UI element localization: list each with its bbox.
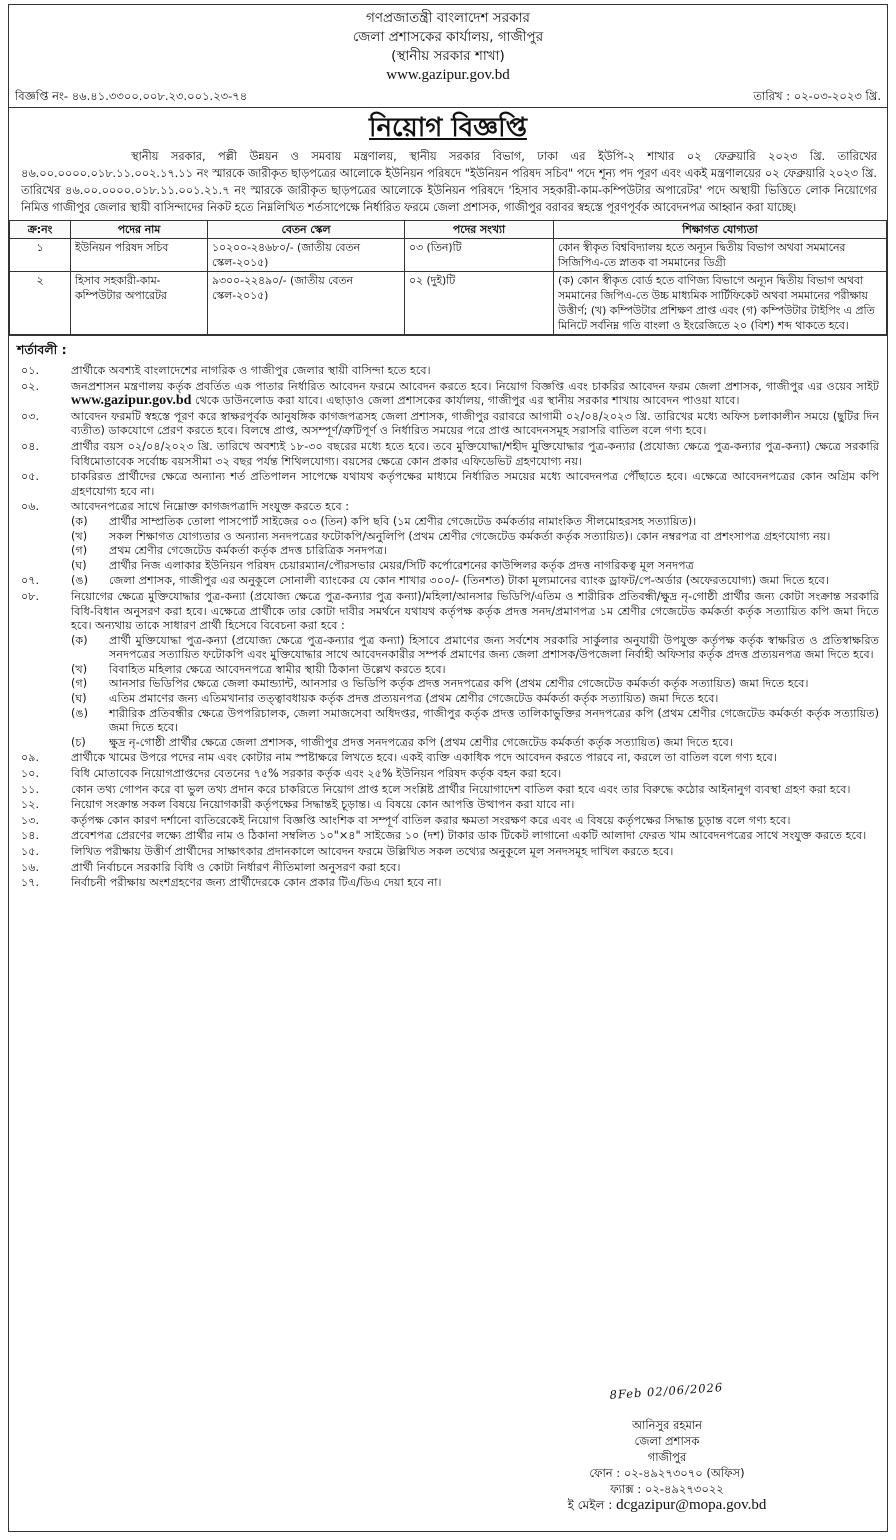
- cell-qualification: (ক) কোন স্বীকৃত বোর্ড হতে বাণিজ্য বিভাগে অন্যূন দ্বিতীয় বিভাগ অথবা সমমানের জিপিএ-তে উচ্চ মাধ্যমিক সার্টিফিকেট অথবা সমমানের পরীক্ষায় উত্তীর্ণ; (খ) কম্পিউটার প্রশিক্ষণ প্রাপ্ত এবং (গ) কম্পিউটার টাইপিং এ প্রতি মিনিটে সর্বনিম্ন গতি বাংলা ও ইংরেজিতে ২০ (বিশ) শব্দ থাকতে হবে।: [554, 272, 887, 335]
- term-text-part: জনপ্রশাসন মন্ত্রণালয় কর্তৃক প্রবর্তিত এক পাতার নির্ধারিত আবেদন ফরমে আবেদন করতে হবে। নিয়োগ বিজ্ঞপ্তি এবং চাকরির আবেদন ফরম জেলা প্রশাসক, গাজীপুর এর ওয়েব সাইট: [71, 379, 879, 393]
- fax-line: ফ্যাক্স : ০২-৪৯২৭৩০২২: [610, 1482, 724, 1496]
- term-text: নিয়োগের ক্ষেত্রে মুক্তিযোদ্ধার পুত্র-কন্যা (প্রযোজ্য ক্ষেত্রে পুত্র-কন্যার পুত্র কন্যা)/মহিলা/আনসার ভিডিপি/এতিম ও শারীরিক প্রতিবন্ধী/ক্ষুদ্র নৃ-গোষ্ঠী প্রার্থীর জন্য কোটা সংক্রান্ত সরকারি বিধি-বিধান অনুসরণ করা হবে। এক্ষেত্রে প্রার্থীকে তার কোটা দাবীর সমর্থনে যথাযথ কর্তৃপক্ষ কর্তৃক প্রদত্ত সনদ/প্রমাণপত্র ১ম শ্রেণীর গেজেটেড কর্মকর্তা কর্তৃক সত্যায়িত কপি জমা দিতে হবে। অন্যথায় তাকে সাধারণ প্রার্থী হিসেবে বিবেচনা করা হবে :: [71, 589, 879, 633]
- terms-list: [9, 364, 887, 891]
- sub-number: (ঙ): [71, 574, 88, 588]
- cell-scale: ১০২০০-২৪৬৮০/- (জাতীয় বেতন স্কেল-২০১৫): [208, 239, 405, 272]
- branch-name: (স্থানীয় সরকার শাখা): [391, 48, 505, 64]
- sub-text: প্রার্থী মুক্তিযোদ্ধা পুত্র-কন্যা (প্রযোজ্য ক্ষেত্রে পুত্র-কন্যার পুত্র কন্যা) হিসাবে প্রমাণের জন্য সর্বশেষ সরকারি সার্কুলার অনুযায়ী উপযুক্ত কর্তৃপক্ষ কর্তৃক স্বাক্ষরিত ও প্রতিস্বাক্ষরিত সনদপত্রের সত্যায়িত ফটোকপি এবং মুক্তিযোদ্ধার সাথে আবেদনকারীর সম্পর্ক প্রমাণের জন্য জেলা প্রশাসক/উপজেলা নির্বাহী অফিসার কর্তৃক প্রদত্ত প্রত্যয়নপত্র জমা দিতে হবে।: [109, 633, 879, 662]
- sub-item: [71, 515, 879, 530]
- memo-row: [9, 85, 887, 108]
- term-text: প্রবেশপত্র প্রেরণের লক্ষ্যে প্রার্থীর নাম ও ঠিকানা সম্বলিত ১০"×৪" সাইজের ১০ (দশ) টাকার ডাক টিকেট লাগানো একটি আলাদা ফেরত খাম আবেদনপত্রের সাথে সংযুক্ত করতে হবে।: [71, 829, 867, 843]
- sub-item: [71, 574, 879, 589]
- sub-number: (ঙ): [71, 706, 88, 720]
- term-item: [21, 410, 879, 439]
- memo-number: বিজ্ঞপ্তি নং- ৪৬.৪১.৩৩০০.০০৮.২৩.০০১.২৩-৭৪: [15, 89, 248, 103]
- terms-heading: শর্তাবলী :: [9, 335, 887, 364]
- sub-text: শারীরিক প্রতিবন্ধীর ক্ষেত্রে উপপরিচালক, জেলা সমাজসেবা অধিদপ্তর, গাজীপুর কর্তৃক প্রদত্ত তালিকাভুক্তির সনদপত্রের কপি (প্রথম শ্রেণীর গেজেটেড কর্মকর্তা কর্তৃক সত্যায়িত) জমা দিতে হবে।: [109, 706, 879, 735]
- cell-scale: ৯৩০০-২২৪৯০/- (জাতীয় বেতন স্কেল-২০১৫): [208, 272, 405, 335]
- col-post: পদের নাম: [71, 221, 208, 239]
- sub-item: [71, 634, 879, 663]
- term-text: আবেদন ফরমটি স্বহস্তে পূরণ করে স্বাক্ষরপূর্বক আনুষঙ্গিক কাগজপত্রসহ জেলা প্রশাসক, গাজীপুর বরাবরে আগামী ০২/০৪/২০২৩ খ্রি. তারিখের মধ্যে অফিস চলাকালীন সময়ে (ছুটির দিন ব্যতীত) ডাকযোগে প্রেরণ করতে হবে। বিলম্বে প্রাপ্ত, অসম্পূর্ণ/ত্রুটিপূর্ণ ও নির্ধারিত সময়ের পরে প্রাপ্ত আবেদনসমূহ সরাসরি বাতিল বলে গণ্য হবে।: [71, 409, 879, 438]
- sub-item: [71, 530, 879, 545]
- term-text-part: থেকে ডাউনলোড করা যাবে। এছাড়াও জেলা প্রশাসকের কার্যালয়, গাজীপুর এর স্থানীয় সরকার শাখায় আবেদন পাওয়া যাবে।: [191, 394, 740, 408]
- term-number: ০৬.: [21, 500, 40, 514]
- sub-number: (চ): [71, 735, 86, 749]
- sub-number: (ঘ): [71, 558, 87, 572]
- cell-serial: ১: [10, 239, 71, 272]
- term-number: ০৯.: [21, 751, 40, 765]
- term-text: [71, 380, 879, 409]
- term-number: ০১.: [21, 364, 40, 377]
- table-row: [10, 239, 887, 272]
- term-number: ০৩.: [21, 409, 40, 423]
- sub-number: (ঘ): [71, 692, 87, 706]
- cell-serial: ২: [10, 272, 71, 335]
- term-number: ১৪.: [21, 829, 40, 843]
- sub-item: [71, 707, 879, 736]
- term-number: ১৫.: [21, 845, 40, 858]
- term-number: ১১.: [21, 782, 40, 796]
- term-number: ১৭.: [21, 876, 40, 890]
- office-header: [9, 5, 887, 85]
- signatory-name: আনিসুর রহমান: [631, 1418, 703, 1432]
- term-item: [21, 380, 879, 409]
- cell-qualification: কোন স্বীকৃত বিশ্ববিদ্যালয় হতে অন্যূন দ্বিতীয় বিভাগ অথবা সমমানের সিজিপিএ-তে স্নাতক বা সমমানের ডিগ্রী: [554, 239, 887, 272]
- sub-text: জেলা প্রশাসক, গাজীপুর এর অনুকূলে সোনালী ব্যাংকের যে কোন শাখার ৩০০/- (তিনশত) টাকা মূল্যমানের ব্যাংক ড্রাফট/পে-অর্ডার (অফেরতযোগ্য) জমা দিতে হবে।: [109, 574, 829, 588]
- sub-item: [71, 736, 879, 751]
- posts-table: [9, 220, 887, 335]
- term-text: কোন তথ্য গোপন করে বা ভুল তথ্য প্রদান করে চাকরিতে নিয়োগ প্রাপ্ত হলে সংশ্লিষ্ট প্রার্থীর নিয়োগাদেশ বাতিল করা হবে এবং তার বিরুদ্ধে কঠোর আইনানুগ ব্যবস্থা গ্রহণ করা হবে।: [71, 782, 851, 796]
- term-item: [21, 500, 879, 573]
- government-name: গণপ্রজাতন্ত্রী বাংলাদেশ সরকার: [366, 10, 530, 26]
- col-count: পদের সংখ্যা: [405, 221, 554, 239]
- term-item: [21, 845, 879, 860]
- notice-page: [8, 4, 888, 1532]
- handwritten-signature: 8Feb 02/06/2026: [609, 1380, 724, 1402]
- sub-text: প্রার্থীর সাম্প্রতিক তোলা পাসপোর্ট সাইজের ০৩ (তিন) কপি ছবি (১ম শ্রেণীর গেজেটেড কর্মকর্তার নামাংকিত সীলমোহরসহ সত্যায়িত)।: [109, 514, 697, 528]
- notice-title: নিয়োগ বিজ্ঞপ্তি: [369, 113, 527, 143]
- sub-item: [71, 692, 879, 707]
- email-line: [507, 1497, 827, 1513]
- sub-item: [71, 544, 879, 559]
- term-item: [21, 814, 879, 829]
- sub-number: (খ): [71, 529, 88, 543]
- col-qualification: শিক্ষাগত যোগ্যতা: [554, 221, 887, 239]
- sub-text: প্রার্থীর নিজ এলাকার ইউনিয়ন পরিষদ চেয়ারম্যান/পৌরসভার মেয়র/সিটি কর্পোরেশনের কাউন্সিলর কর্তৃক প্রদত্ত নাগরিকত্ব মূল সনদপত্র: [109, 558, 694, 572]
- sub-text: ক্ষুদ্র নৃ-গোষ্ঠী প্রার্থীর ক্ষেত্রে জেলা প্রশাসক, গাজীপুর প্রদত্ত সনদপত্রের কপি (প্রথম শ্রেণীর গেজেটেড কর্মকর্তা কর্তৃক সত্যায়িত) জমা দিতে হবে।: [109, 735, 733, 749]
- term-number: ০২.: [21, 379, 40, 393]
- term-text: প্রার্থীকে অবশ্যই বাংলাদেশের নাগরিক ও গাজীপুর জেলার স্থায়ী বাসিন্দা হতে হবে।: [71, 364, 431, 377]
- cell-count: ০৩ (তিন)টি: [405, 239, 554, 272]
- term-item: [21, 574, 879, 589]
- term-number: ১৬.: [21, 860, 40, 874]
- email-link[interactable]: dcgazipur@mopa.gov.bd: [616, 1497, 767, 1513]
- term-item: [21, 876, 879, 891]
- term-text: নিয়োগ সংক্রান্ত সকল বিষয়ে নিয়োগকারী কর্তৃপক্ষের সিদ্ধান্তই চূড়ান্ত। এ বিষয়ে কোন আপত্তি উত্থাপন করা যাবে না।: [71, 798, 575, 812]
- sub-text: আনসার ভিডিপির ক্ষেত্রে জেলা কমান্ড্যান্ট, আনসার ও ভিডিপি কর্তৃক প্রদত্ত সনদপত্রের কপি (প্রথম শ্রেণীর গেজেটেড কর্মকর্তা কর্তৃক সত্যায়িত) জমা দিতে হবে।: [109, 677, 809, 691]
- col-scale: বেতন স্কেল: [208, 221, 405, 239]
- website-link[interactable]: www.gazipur.gov.bd: [386, 67, 510, 83]
- term-text: প্রার্থী নির্বাচনে সরকারি বিধি ও কোটা নির্ধারণ নীতিমালা অনুসরণ করা হবে।: [71, 860, 401, 874]
- term-item: [21, 440, 879, 469]
- phone-line: ফোন : ০২-৪৯২৭৩০৭০ (অফিস): [589, 1466, 745, 1480]
- cell-post: ইউনিয়ন পরিষদ সচিব: [71, 239, 208, 272]
- website-link-inline[interactable]: www.gazipur.gov.bd: [71, 393, 192, 409]
- sub-number: (ক): [71, 514, 88, 528]
- intro-paragraph: স্থানীয় সরকার, পল্লী উন্নয়ন ও সমবায় মন্ত্রণালয়, স্থানীয় সরকার বিভাগ, ঢাকা এর ইউপি-২ শাখার ০২ ফেব্রুয়ারি ২০২৩ খ্রি. তারিখের ৪৬.০০.০০০০.০১৮.১১.০০২.১৭.১১ নং স্মারকে জারীকৃত ছাড়পত্রের আলোকে ইউনিয়ন পরিষদে "ইউনিয়ন পরিষদ সচিব" পদে শূন্য পদ পূরণ এবং একই মন্ত্রণালয়ের ০২ ফেব্রুয়ারি ২০২৩ খ্রি. তারিখের ৪৬.০০.০০০০.০১৮.১১.০০১.২১.৭ নং স্মারকে জারীকৃত ছাড়পত্রের আলোকে ইউনিয়ন পরিষদে 'হিসাব সহকারী-কাম-কম্পিউটার অপারেটর' পদে অস্থায়ী ভিত্তিতে লোক নিয়োগের নিমিত্ত গাজীপুর জেলার স্থায়ী বাসিন্দাদের নিকট হতে নিম্নলিখিত শর্তসাপেক্ষে নির্ধারিত ফরমে জেলা প্রশাসক, গাজীপুর বরাবর স্বহস্তে পূরণপূর্বক আবেদনপত্র আহ্বান করা যাচ্ছে।: [21, 150, 877, 214]
- term-number: ১২.: [21, 798, 40, 812]
- term-item: [21, 590, 879, 751]
- term-item: [21, 798, 879, 813]
- cell-count: ০২ (দুই)টি: [405, 272, 554, 335]
- sub-number: (গ): [71, 544, 88, 558]
- term-number: ০৭.: [21, 574, 40, 588]
- memo-date: তারিখ : ০২-০৩-২০২৩ খ্রি.: [753, 89, 881, 103]
- table-header-row: [10, 221, 887, 239]
- term-number: ০৪.: [21, 439, 40, 453]
- term-number: ১০.: [21, 767, 40, 781]
- sub-item: [71, 677, 879, 692]
- sub-text: সকল শিক্ষাগত যোগ্যতার ও অন্যান্য সনদপত্রের ফটোকপি/অনুলিপি (প্রথম শ্রেণীর গেজেটেড কর্মকর্তা কর্তৃক সত্যায়িত)। কোন নম্বরপত্র বা প্রশংসাপত্র গ্রহণযোগ্য নয়।: [109, 529, 831, 543]
- sub-text: এতিম প্রমাণের জন্য এতিমখানার তত্ত্বাবধায়ক কর্তৃক প্রদত্ত প্রত্যয়নপত্র (প্রথম শ্রেণীর গেজেটেড কর্মকর্তা কর্তৃক সত্যায়িত) জমা দিতে হবে।: [109, 692, 719, 706]
- term-item: [21, 751, 879, 766]
- term-text: প্রার্থীর বয়স ০২/০৪/২০২৩ খ্রি. তারিখে অবশ্যই ১৮-৩০ বছরের মধ্যে হতে হবে। তবে মুক্তিযোদ্ধা/শহীদ মুক্তিযোদ্ধার পুত্র-কন্যার (প্রযোজ্য ক্ষেত্রে পুত্র-কন্যার পুত্র-কন্যা) ক্ষেত্রে সরকারি বিধিমোতাবেক সর্বোচ্চ বয়সসীমা ৩২ বছর পর্যন্ত শিথিলযোগ্য। বয়সের ক্ষেত্রে কোন প্রকার এফিডেভিট গ্রহণযোগ্য নয়।: [71, 439, 879, 468]
- signature-block: [507, 1380, 827, 1513]
- email-label: ই মেইল :: [567, 1498, 617, 1512]
- term-item: [21, 364, 879, 379]
- term-text: লিখিত পরীক্ষায় উত্তীর্ণ প্রার্থীদের সাক্ষাৎকার প্রদানকালে আবেদন ফরমে উল্লিখিত সকল তথ্যের অনুকূলে মূল সনদসমূহ দাখিল করতে হবে।: [71, 845, 674, 858]
- term-text: বিধি মোতাবেক নিয়োগপ্রাপ্তদের বেতনের ৭৫% সরকার কর্তৃক এবং ২৫% ইউনিয়ন পরিষদ কর্তৃক বহন করা হবে।: [71, 767, 562, 781]
- sub-text: প্রথম শ্রেণীর গেজেটেড কর্মকর্তা কর্তৃক প্রদত্ত চারিত্রিক সনদপত্র।: [109, 544, 388, 558]
- term-item: [21, 783, 879, 798]
- office-name: জেলা প্রশাসকের কার্যালয়, গাজীপুর: [352, 29, 544, 45]
- table-row: [10, 272, 887, 335]
- sub-number: (ক): [71, 633, 88, 647]
- term-text: কর্তৃপক্ষ কোন কারণ দর্শানো ব্যতিরেকেই নিয়োগ বিজ্ঞপ্তি আংশিক বা সম্পূর্ণ বাতিল করার ক্ষমতা সংরক্ষণ করে এবং এ বিষয়ে কর্তৃপক্ষের সিদ্ধান্ত চূড়ান্ত বলে গণ্য হবে।: [71, 813, 791, 827]
- term-text: আবেদনপত্রের সাথে নিম্নোক্ত কাগজপত্রাদি সংযুক্ত করতে হবে :: [71, 500, 350, 514]
- term-item: [21, 767, 879, 782]
- sub-text: বিবাহিত মহিলার ক্ষেত্রে আবেদনপত্রে স্বামীর স্থায়ী ঠিকানা উল্লেখ করতে হবে।: [109, 662, 446, 676]
- sub-item: [71, 559, 879, 574]
- signatory-district: গাজীপুর: [647, 1450, 687, 1464]
- sub-number: (খ): [71, 662, 88, 676]
- signatory-designation: জেলা প্রশাসক: [634, 1434, 700, 1448]
- sub-number: (গ): [71, 677, 88, 691]
- col-serial: ক্র:নং: [10, 221, 71, 239]
- cell-post: হিসাব সহকারী-কাম-কম্পিউটার অপারেটর: [71, 272, 208, 335]
- term-number: ১৩.: [21, 813, 40, 827]
- term-text: চাকরিরত প্রার্থীদের ক্ষেত্রে অন্যান্য শর্ত প্রতিপালন সাপেক্ষে যথাযথ কর্তৃপক্ষের মাধ্যমে নির্ধারিত সময়ের মধ্যে আবেদনপত্র পৌঁছাতে হবে। এক্ষেত্রে আবেদনপত্রের কোন অগ্রিম কপি গ্রহণযোগ্য হবে না।: [71, 470, 879, 498]
- term-item: [21, 470, 879, 499]
- term-item: [21, 861, 879, 876]
- term-number: ০৫.: [21, 470, 40, 484]
- term-text: নির্বাচনী পরীক্ষায় অংশগ্রহণের জন্য প্রার্থীদেরকে কোন প্রকার টিএ/ডিএ দেয়া হবে না।: [71, 876, 442, 890]
- sub-item: [71, 663, 879, 678]
- term-item: [21, 829, 879, 844]
- term-text: প্রার্থীকে খামের উপরে পদের নাম এবং কোটার নাম স্পষ্টাক্ষরে লিখতে হবে। একই ব্যক্তি একাধিক পদে আবেদন করতে পারবে না, করলে তা বাতিল বলে গণ্য হবে।: [71, 751, 777, 765]
- term-number: ০৮.: [21, 589, 40, 603]
